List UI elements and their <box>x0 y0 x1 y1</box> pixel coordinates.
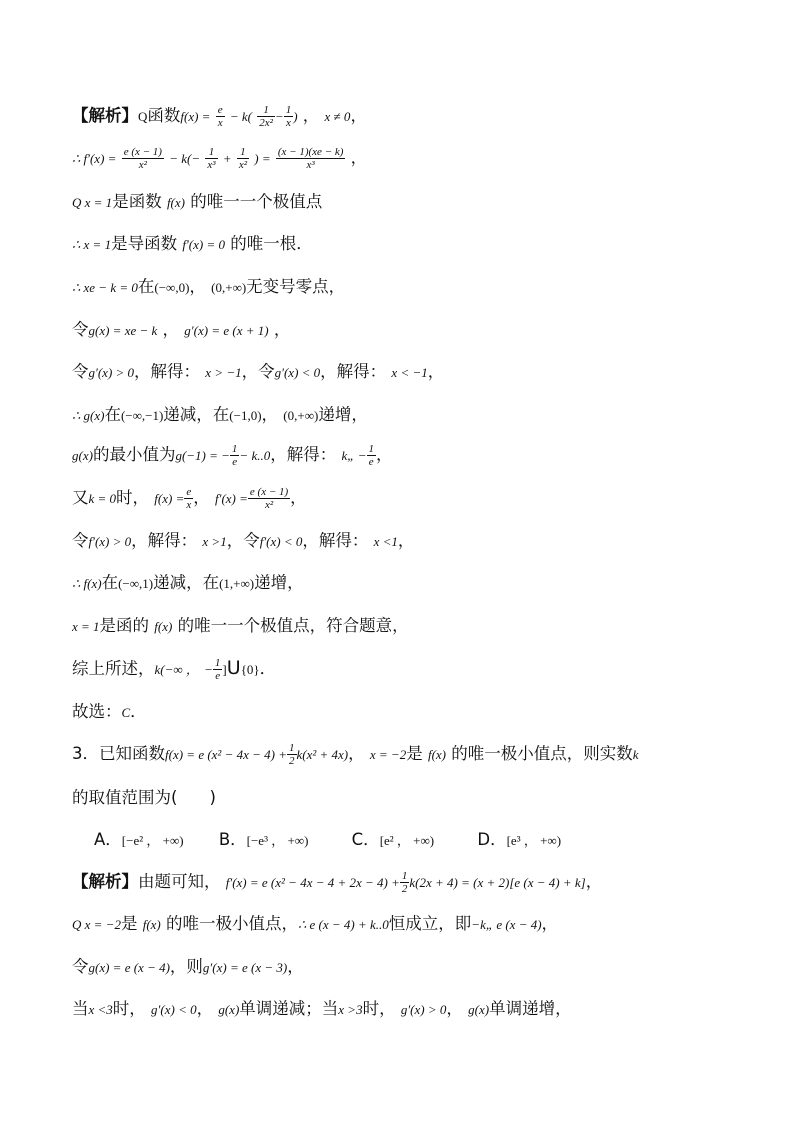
math: ) <box>293 109 298 124</box>
math: Q x = 1 <box>72 195 113 210</box>
math: x = 1 <box>72 619 100 634</box>
text: ， <box>287 957 304 976</box>
math: f(x) = <box>154 491 185 506</box>
question-number: 3．已知函数 <box>72 744 165 763</box>
text: 的最小值为 <box>92 445 176 464</box>
math: ∴ f′(x) = <box>72 151 117 166</box>
text: ，解得： <box>302 531 369 550</box>
math: (0,+∞) <box>283 408 319 423</box>
text: ， <box>376 445 393 464</box>
solution-line-2 <box>72 146 367 171</box>
math: x >1 <box>202 534 227 549</box>
text: ， <box>261 405 279 424</box>
math: x ≠ 0 <box>324 109 351 124</box>
math: g′(x) > 0 <box>88 365 135 380</box>
math: g(x) <box>468 1002 490 1017</box>
text: 的唯一极小值点，则实数 <box>451 744 633 763</box>
text: ， <box>446 999 463 1018</box>
math: x = −2 <box>369 747 407 762</box>
fraction: $\frac{e}{x}$ <box>186 486 192 511</box>
text: 时， <box>116 488 150 507</box>
text: 单调递减；当 <box>239 999 339 1018</box>
math: x >3 <box>338 1002 363 1017</box>
text: ， <box>541 914 559 933</box>
text: ) <box>209 788 216 807</box>
solution-line-13 <box>72 614 409 639</box>
math: (−1,0) <box>229 408 262 423</box>
text: ， <box>302 106 320 125</box>
text: ， <box>189 277 206 296</box>
solution-3-line-2 <box>72 912 558 937</box>
math: g(x) <box>218 1002 240 1017</box>
math: Q x = −2 <box>72 917 121 932</box>
text: ，解得： <box>320 362 387 381</box>
math: x > −1 <box>205 365 242 380</box>
text: ， <box>162 320 180 339</box>
fraction: $\frac{1}{e}$ <box>368 443 374 468</box>
solution-line-10 <box>72 486 307 511</box>
math: {0} <box>240 662 260 677</box>
text: 单调递增， <box>489 999 572 1018</box>
text: 时， <box>112 999 146 1018</box>
math: k(2x + 4) = (x + 2)[e (x − 4) + k] <box>409 875 586 890</box>
math: g(x) = e (x − 4) <box>88 960 170 975</box>
fraction: $\frac{(x - 1)(xe - k)}{\text{x³}}$ <box>277 146 344 171</box>
solution-line-3 <box>72 190 322 215</box>
text: 令 <box>72 531 89 550</box>
math: k„ − <box>341 448 367 463</box>
solution-line-5 <box>72 275 345 300</box>
text: 令 <box>72 320 89 339</box>
fraction: $\frac{1}{\text{2x²}}$ <box>259 104 273 129</box>
solution-line-11 <box>72 529 414 554</box>
text: ， <box>350 148 368 167</box>
math: f′(x) < 0 <box>259 534 303 549</box>
math: − k( <box>229 109 252 124</box>
math: (−∞,1) <box>118 576 154 591</box>
solution-line-9 <box>72 443 393 468</box>
math: f(x) <box>166 195 185 210</box>
text: ，解得： <box>270 445 337 464</box>
question-3 <box>72 742 639 767</box>
solution-3-line-1 <box>72 870 602 895</box>
text: 是函的 <box>99 616 150 635</box>
math: f(x) = e (x² − 4x − 4) + <box>165 747 287 762</box>
text: 递增， <box>318 405 368 424</box>
math: f(x) <box>154 619 173 634</box>
math: f′(x) > 0 <box>88 534 132 549</box>
solution-line-1: 【解析】Q函数f(x) = $\frac{e}{x}$ − k( $\frac{1}{\text{2x²}}$ − $\frac{1}{x}$ ) ， x ≠ 0， <box>72 104 367 129</box>
text: 递减，在 <box>163 405 230 424</box>
math: ∴ x = 1 <box>72 237 112 252</box>
text: 令 <box>72 362 89 381</box>
solution-line-6 <box>72 318 290 343</box>
option-d[interactable]: D．[e³ ， +∞) <box>477 830 562 849</box>
math: ) = <box>254 151 271 166</box>
because-symbol: Q <box>138 109 148 124</box>
text: 故选： <box>72 702 122 721</box>
math: g′(x) > 0 <box>400 1002 447 1017</box>
math: k <box>632 747 639 762</box>
analysis-tag: 【解析】 <box>72 872 138 891</box>
fraction: $\frac{1}{\text{x²}}$ <box>238 146 248 171</box>
math: g(−1) = − <box>175 448 230 463</box>
text: ． <box>259 659 277 678</box>
math: − k..0 <box>239 448 271 463</box>
math: − <box>204 662 213 677</box>
text: 递减，在 <box>153 573 220 592</box>
math: f′(x) = e (x² − 4x − 4 + 2x − 4) + <box>225 875 400 890</box>
fraction: $\frac{1}{2}$ <box>289 742 295 767</box>
text: 是 <box>120 914 138 933</box>
math: g(x) = xe − k <box>88 323 158 338</box>
fraction: $\frac{e (x - 1)}{\text{x²}}$ <box>249 486 289 511</box>
math: f(x) <box>427 747 447 762</box>
math: (−∞,0) <box>154 280 190 295</box>
option-b[interactable]: B．[−e³ ， +∞) <box>218 830 309 849</box>
fraction: $\frac{e}{x}$ <box>217 104 223 129</box>
text: ， <box>193 488 210 507</box>
fraction: $\frac{1}{x}$ <box>285 104 292 129</box>
text: 函数 <box>147 106 181 125</box>
solution-3-line-4 <box>72 997 572 1022</box>
math: x < −1 <box>391 365 428 380</box>
math: (−∞,−1) <box>120 408 164 423</box>
text: 的唯一极小值点， <box>166 914 298 933</box>
text: ，令 <box>226 531 260 550</box>
math: f′(x) = <box>215 491 248 506</box>
fraction: $\frac{1}{2}$ <box>401 870 408 895</box>
text: ，解得： <box>134 362 201 381</box>
math: k = 0 <box>88 491 117 506</box>
math: g′(x) < 0 <box>274 365 321 380</box>
math: f(x) <box>142 917 161 932</box>
text: ， <box>585 872 603 891</box>
text: ，则 <box>169 957 203 976</box>
text: 令 <box>72 957 89 976</box>
solution-line-8 <box>72 403 368 428</box>
text: 在 <box>101 573 119 592</box>
text: 的唯一一个极值点，符合题意， <box>177 616 409 635</box>
math: ] <box>222 662 227 677</box>
text: 时， <box>362 999 396 1018</box>
fraction: $\frac{e (x - 1)}{\text{x²}}$ <box>123 146 162 171</box>
text: ， <box>350 106 367 125</box>
text: 的取值范围为( <box>72 788 178 807</box>
math: k(x² + 4x) <box>296 747 349 762</box>
text: ， <box>290 488 307 507</box>
math: x <3 <box>88 1002 113 1017</box>
text: ，令 <box>241 362 275 381</box>
option-c[interactable]: C．[e² ， +∞) <box>351 830 435 849</box>
math: g(x) <box>72 448 93 463</box>
question-3-continued <box>72 786 216 810</box>
solution-line-12 <box>72 571 304 596</box>
math: g′(x) = e (x − 3) <box>202 960 288 975</box>
text: ， <box>397 531 415 550</box>
text: 的唯一根． <box>230 234 313 253</box>
text: 恒成立，即 <box>388 914 472 933</box>
math: ∴ g(x) <box>72 408 105 423</box>
solution-line-15 <box>72 700 147 725</box>
text: 无变号零点， <box>246 277 346 296</box>
math: ∴ xe − k = 0 <box>72 280 138 295</box>
math: x <1 <box>373 534 398 549</box>
math: g′(x) = e (x + 1) <box>184 323 269 338</box>
math: ∴ e (x − 4) + k..0 <box>298 917 389 932</box>
math: f′(x) = 0 <box>182 237 225 252</box>
text: ， <box>348 744 365 763</box>
fraction: $\frac{1}{e}$ <box>231 443 238 468</box>
text: 在 <box>137 277 155 296</box>
answer-options <box>94 828 591 853</box>
analysis-tag: 【解析】 <box>72 106 138 125</box>
math: f(x) = <box>180 109 211 124</box>
text: 是函数 <box>112 192 162 211</box>
solution-line-14 <box>72 656 276 682</box>
math: (1,+∞) <box>219 576 255 591</box>
text: 递增， <box>254 573 304 592</box>
solution-3-line-3 <box>72 955 304 980</box>
math: −k„ e (x − 4) <box>471 917 542 932</box>
fraction: $\frac{1}{e}$ <box>214 657 221 682</box>
math: + <box>222 151 232 166</box>
math: (0,+∞) <box>211 280 247 295</box>
math: k(−∞ ， <box>154 662 199 677</box>
text: 由题可知， <box>138 872 221 891</box>
text: 当 <box>72 999 89 1018</box>
text: 综上所述， <box>72 659 155 678</box>
math: ∴ f(x) <box>72 576 102 591</box>
fraction: $\frac{1}{\text{x³}}$ <box>207 146 216 171</box>
answer-choice: C <box>121 705 131 720</box>
text: 是导函数 <box>111 234 178 253</box>
math: g′(x) < 0 <box>151 1002 197 1017</box>
math: − k(− <box>169 151 201 166</box>
text: ， <box>273 320 291 339</box>
text: 的唯一一个极值点 <box>190 192 323 211</box>
text: 在 <box>104 405 121 424</box>
text: ． <box>130 702 147 721</box>
solution-line-4 <box>72 232 313 257</box>
text: ，解得： <box>131 531 198 550</box>
text: 又 <box>72 488 89 507</box>
option-a[interactable]: A．[−e² ， +∞) <box>94 830 184 849</box>
solution-line-7 <box>72 360 444 385</box>
union-symbol: U <box>226 657 241 679</box>
text: ， <box>196 999 214 1018</box>
text: ， <box>427 362 445 381</box>
text: 是 <box>406 744 423 763</box>
